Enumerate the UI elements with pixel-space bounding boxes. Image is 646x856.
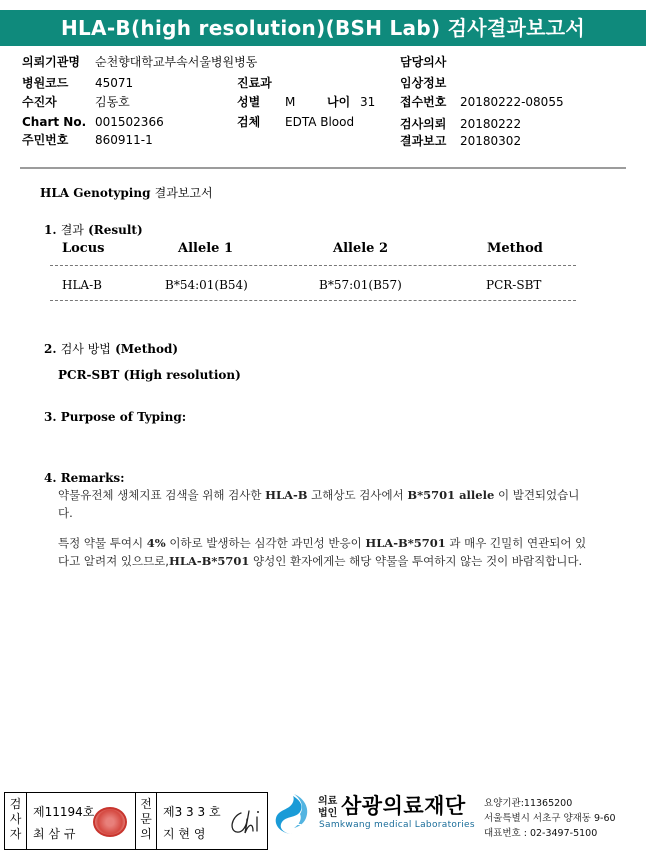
receipt-no-value: 20180222-08055: [460, 95, 564, 109]
chart-no-label: Chart No.: [22, 115, 87, 129]
signature-box: [4, 792, 268, 850]
table-divider-top: [50, 265, 576, 266]
seal-stamp-icon: [93, 807, 127, 837]
remark-1-text-b: 고해상도 검사에서: [307, 488, 408, 502]
org-info: [484, 796, 616, 841]
remark-paragraph-2: [58, 534, 593, 570]
col-header-method: Method: [487, 241, 543, 256]
remark-2-text-d: 양성인 환자에게는 해당 약물을 투여하지 않는 것이 바람직합니다.: [249, 554, 583, 568]
sex-label: 성별: [237, 95, 261, 109]
doctor-label: 담당의사: [400, 55, 447, 69]
remark-1-text-a: 약물유전체 생체지표 검색을 위해 검사한: [58, 488, 266, 502]
method-section-heading: [44, 340, 178, 357]
report-date-label: 결과보고: [400, 134, 447, 148]
institution-value: 순천향대학교부속서울병원병동: [95, 55, 258, 69]
hospital-code-value: 45071: [95, 76, 134, 90]
remark-2-text-c: 과 매우 긴밀히 연관되어 있다고 알려져 있으므로,: [58, 536, 587, 568]
remark-2-bold-b: HLA-B*5701: [365, 536, 446, 550]
sex-value: M: [285, 95, 296, 109]
report-body: [0, 172, 646, 782]
report-date-value: 20180302: [460, 134, 522, 148]
remark-2-bold-a: 4%: [146, 536, 166, 550]
report-subtitle: [40, 184, 213, 201]
request-date-label: 검사의뢰: [400, 117, 447, 131]
table-divider-bottom: [50, 300, 576, 301]
method-value: PCR-SBT (High resolution): [58, 368, 241, 382]
org-name-en: Samkwang medical Laboratories: [319, 820, 475, 830]
result-section-en: (Result): [88, 223, 143, 237]
specimen-label: 검체: [237, 115, 261, 129]
inspector-name: 최 삼 규: [33, 827, 76, 841]
patient-value: 김동호: [95, 95, 130, 109]
org-address: 서울특별시 서초구 양재동 9-60: [484, 813, 616, 824]
specialist-license: 제3 3 3 호: [163, 805, 221, 819]
method-section-kr: 검사 방법: [60, 342, 111, 356]
department-label: 진료과: [237, 76, 272, 90]
request-date-value: 20180222: [460, 117, 522, 131]
cell-method: PCR-SBT: [486, 278, 542, 292]
report-subtitle-kr: 결과보고서: [154, 186, 213, 200]
result-section-heading: [44, 221, 143, 238]
remark-1-bold-b: B*5701 allele: [407, 488, 495, 502]
cell-locus: HLA-B: [62, 278, 102, 292]
method-section-number: 2.: [44, 342, 57, 356]
info-divider: [20, 167, 626, 169]
specialist-name: 지 현 영: [163, 827, 206, 841]
specialist-label: 전 문 의: [135, 793, 157, 849]
signature-icon: [227, 805, 265, 839]
patient-info: [0, 52, 646, 170]
inspector-license: 제11194호: [33, 805, 95, 819]
inspector-label: 검 사 자: [5, 793, 27, 849]
remark-1-text-c: 이 발견되었습니다.: [58, 488, 580, 520]
result-section-kr: 결과: [60, 223, 84, 237]
report-footer: [0, 784, 646, 856]
col-header-allele2: Allele 2: [333, 241, 389, 256]
report-header: [0, 10, 646, 46]
remark-1-bold-a: HLA-B: [265, 488, 308, 502]
specimen-value: EDTA Blood: [285, 115, 355, 129]
resident-no-label: 주민번호: [22, 133, 69, 147]
hospital-code-label: 병원코드: [22, 76, 69, 90]
age-label: 나이: [327, 95, 351, 109]
chart-no-value: 001502366: [95, 115, 164, 129]
remark-paragraph-1: [58, 486, 593, 522]
patient-label: 수진자: [22, 95, 57, 109]
remark-2-text-a: 특정 약물 투여시: [58, 536, 147, 550]
receipt-no-label: 접수번호: [400, 95, 447, 109]
org-phone: 대표번호 : 02-3497-5100: [484, 828, 598, 839]
col-header-allele1: Allele 1: [178, 241, 234, 256]
institution-label: 의뢰기관명: [22, 55, 80, 69]
method-section-en: (Method): [115, 342, 179, 356]
result-section-number: 1.: [44, 223, 57, 237]
report-title: HLA-B(high resolution)(BSH Lab) 검사결과보고서: [60, 16, 586, 40]
org-type: 의료 법인: [318, 796, 338, 819]
age-value: 31: [360, 95, 376, 109]
report-subtitle-en: HLA Genotyping: [40, 186, 151, 200]
purpose-section-heading: 3. Purpose of Typing:: [44, 410, 187, 424]
logo-text: SML: [284, 819, 302, 827]
remark-2-bold-c: HLA-B*5701: [168, 554, 250, 568]
sml-logo-icon: [270, 792, 316, 838]
org-code: 요양기관:11365200: [484, 798, 573, 809]
org-name: 삼광의료재단: [341, 794, 466, 818]
resident-no-value: 860911-1: [95, 133, 153, 147]
remarks-section-heading: 4. Remarks:: [44, 471, 125, 485]
col-header-locus: Locus: [62, 241, 105, 256]
remark-2-text-b: 이하로 발생하는 심각한 과민성 반응이: [165, 536, 366, 550]
clinical-label: 임상정보: [400, 76, 447, 90]
cell-allele2: B*57:01(B57): [319, 278, 402, 292]
cell-allele1: B*54:01(B54): [165, 278, 248, 292]
